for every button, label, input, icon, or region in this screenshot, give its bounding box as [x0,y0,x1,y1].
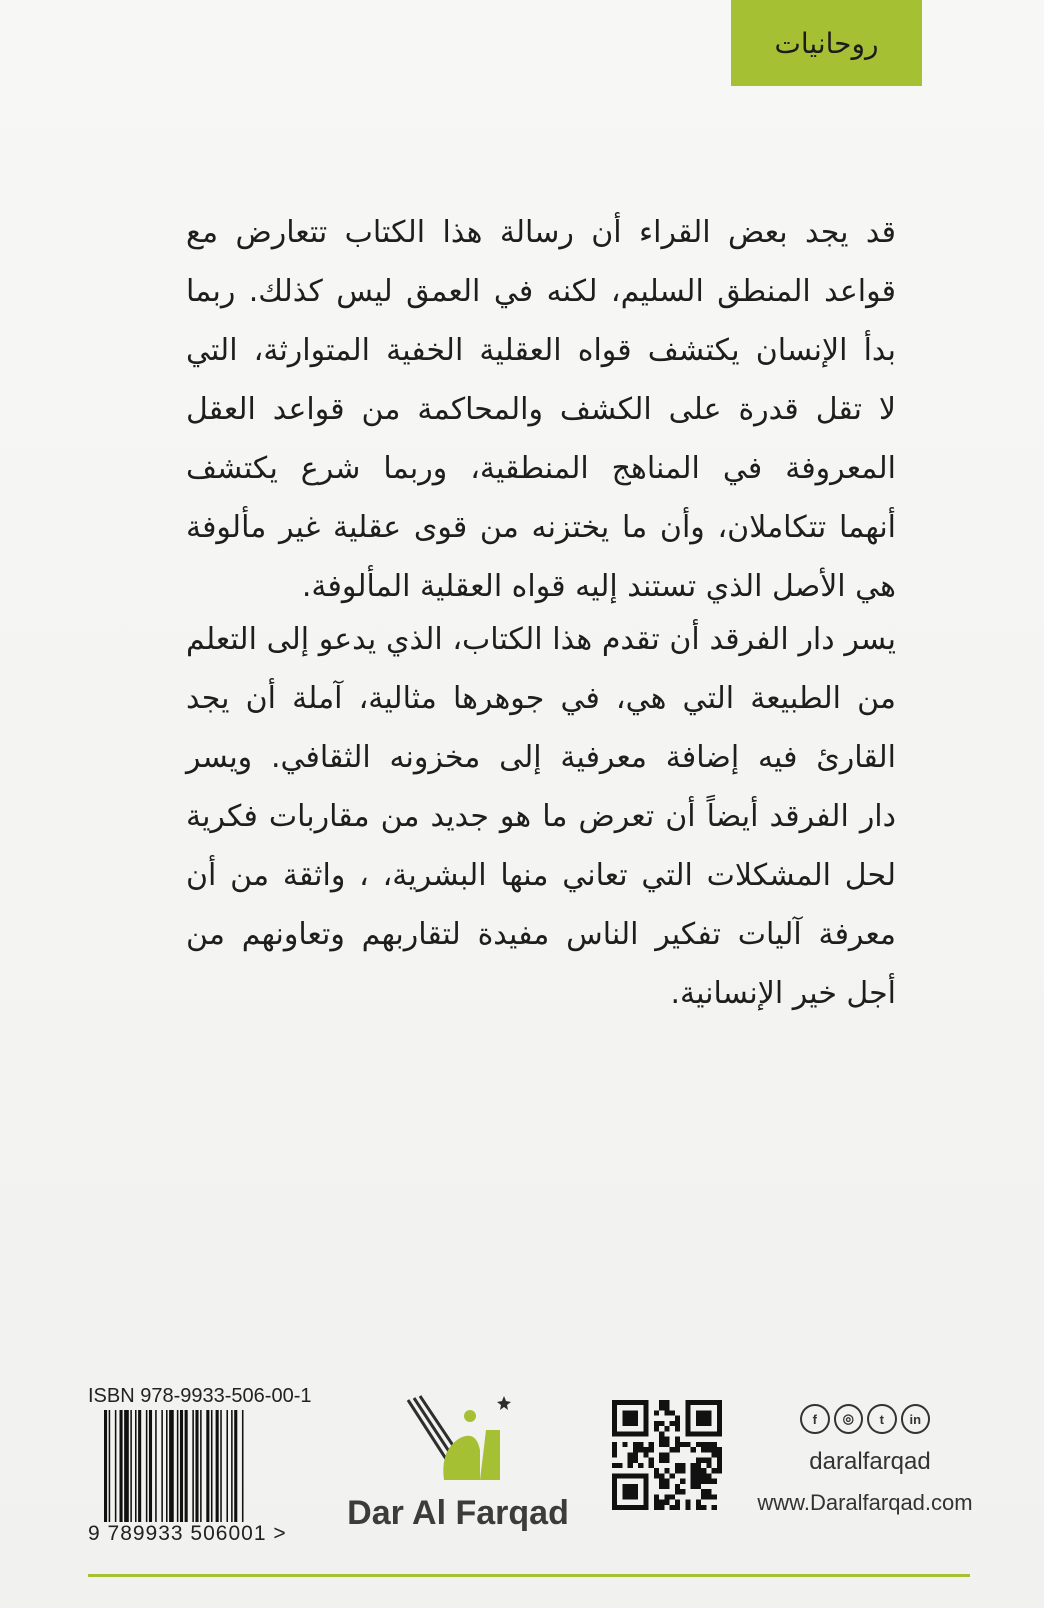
blurb-line: أجل خير الإنسانية. [670,976,896,1011]
barcode-icon [104,1410,310,1522]
blurb-line: دار الفرقد أيضاً أن تعرض ما هو جديد من مقاربات فكرية [186,799,896,834]
publisher-logo-icon [400,1390,520,1490]
blurb-line: هي الأصل الذي تستند إليه قواه العقلية المألوفة. [301,569,896,604]
blurb-line: القارئ فيه إضافة معرفية إلى مخزونه الثقافي. ويسر [186,740,896,775]
blurb-paragraph-2 [186,610,896,1023]
blurb-line: لحل المشكلات التي تعاني منها البشرية، ، واثقة من أن [186,858,896,893]
accent-divider [88,1574,970,1577]
blurb-line: معرفة آليات تفكير الناس مفيدة لتقاربهم وتعاونهم من [186,917,896,952]
blurb-line: بدأ الإنسان يكتشف قواه العقلية الخفية المتوارثة، التي [186,333,896,368]
blurb-line: لا تقل قدرة على الكشف والمحاكمة من قواعد العقل [186,392,896,427]
blurb-line: من الطبيعة التي هي، في جوهرها مثالية، آملة أن يجد [186,681,896,716]
blurb-line: قد يجد بعض القراء أن رسالة هذا الكتاب تتعارض مع [186,215,896,250]
blurb-line: أنهما تتكاملان، وأن ما يختزنه من قوى عقلية غير مألوفة [186,510,896,545]
isbn-number: ISBN 978-9933-506-00-1 [88,1385,312,1407]
category-tag [731,0,922,86]
blurb-line: قواعد المنطق السليم، لكنه في العمق ليس كذلك. ربما [186,274,896,309]
blurb-line: المعروفة في المناهج المنطقية، وربما شرع يكتشف [186,451,896,486]
blurb-line: يسر دار الفرقد أن تقدم هذا الكتاب، الذي يدعو إلى التعلم [186,622,896,657]
blurb-paragraph-1 [186,203,896,616]
linkedin-icon[interactable]: in [901,1404,931,1434]
publisher-name: Dar Al Farqad [347,1494,569,1532]
qr-code-icon[interactable] [612,1400,722,1510]
website-link[interactable]: www.Daralfarqad.com [757,1490,973,1515]
category-label: روحانيات [774,26,879,60]
twitter-icon[interactable]: t [867,1404,897,1434]
social-handle[interactable]: daralfarqad [809,1448,931,1475]
social-icons [800,1404,930,1434]
barcode-digits: 9 789933 506001 > [88,1522,287,1545]
facebook-icon[interactable]: f [800,1404,830,1434]
instagram-icon[interactable]: ◎ [834,1404,864,1434]
